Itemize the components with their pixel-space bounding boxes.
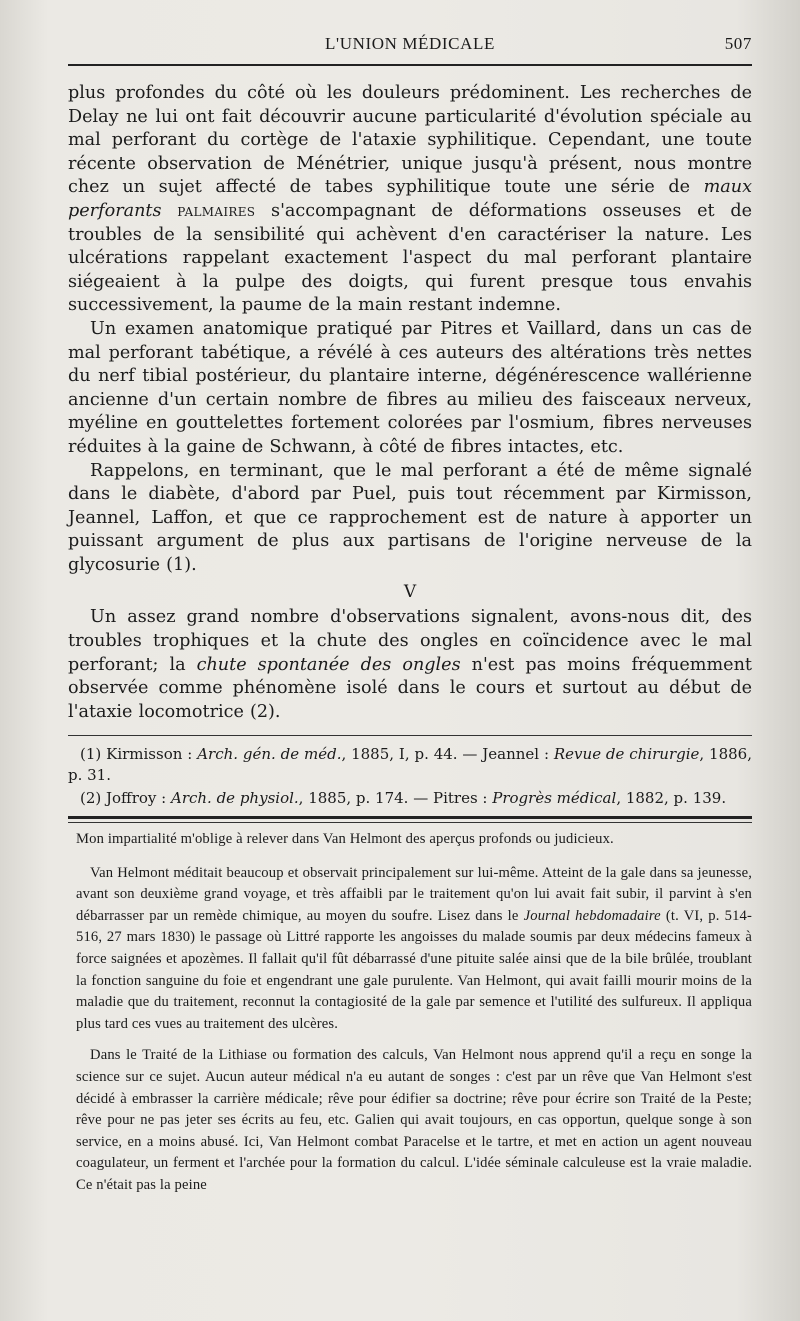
- feuilleton-rule-top: [68, 816, 752, 819]
- footnote-2: (2) Joffroy : Arch. de physiol., 1885, p. 174. — Pitres : Progrès médical, 1882, p. 139.: [80, 789, 727, 807]
- page-number: 507: [724, 34, 752, 53]
- feuilleton-paragraph-1: Mon impartialité m'oblige à relever dans Van Helmont des aperçus profonds ou judicieux.: [76, 831, 614, 847]
- feuilleton-paragraph-3: Dans le Traité de la Lithiase ou formation des calculs, Van Helmont nous apprend qu'il a reçu en songe la science sur ce sujet. Aucun auteur médical n'a eu autant de songes : c'est par un rêve que Van Helmont s'est décidé à embrasser la carrière médicale; rêve pour édifier sa doctrine; rêve pour écrire son Traité de la Peste; rêve pour ne pas jeter ses écrits au feu, etc. Galien qui avait toujours, en cas opportun, quelque songe à son service, en a moins abusé. Ici, Van Helmont combat Paracelse et le tartre, et met en action un agent nouveau coagulateur, un ferment et l'archée pour la formation du calcul. L'idée séminale calculeuse est la vraie maladie. Ce n'était pas la peine: [76, 1047, 752, 1193]
- paragraph-1: plus profondes du côté où les douleurs prédominent. Les recherches de Delay ne lui ont fait découvrir aucune particularité d'évolution spéciale au mal perforant du cortège de l'ataxie syphilitique. Cependant, une toute récente observation de Ménétrier, unique jusqu'à présent, nous montre chez un sujet affecté de tabes syphilitique toute une série de maux perforants palmaires s'accompagnant de déformations osseuses et de troubles de la sensibilité qui achèvent d'en caractériser la nature. Les ulcérations rappelant exactement l'aspect du mal perforant plantaire siégeaient à la pulpe des doigts, qui furent presque tous envahis successivement, la paume de la main restant indemne.: [68, 83, 753, 316]
- header-rule: [68, 64, 752, 66]
- footnote-1: (1) Kirmisson : Arch. gén. de méd., 1885, I, p. 44. — Jeannel : Revue de chirurgie, 1886, p. 31.: [68, 745, 752, 784]
- feuilleton-paragraph-2: Van Helmont méditait beaucoup et observait principalement sur lui-même. Atteint de la gale dans sa jeunesse, avant son deuxième grand voyage, et très affaibli par le traitement qu'on lui avait fait subir, il parvint à s'en débarrasser par un remède chimique, au moyen du soufre. Lisez dans le Journal hebdomadaire (t. VI, p. 514-516, 27 mars 1830) le passage où Littré rapporte les angoisses du malade soumis par deux médecins fameux à force saignées et apozèmes. Il fallait qu'il fût débarrassé d'une pituite salée ainsi que de la bile brûlée, troublant la fonction sanguine du foie et engendrant une gale purulente. Van Helmont, qui avait failli mourir moins de la maladie que du traitement, reconnut la contagiosité de la gale par semence et l'utilité des sulfureux. Il appliqua plus tard ces vues au traitement des ulcères.: [76, 864, 753, 1032]
- paragraph-2: Un examen anatomique pratiqué par Pitres et Vaillard, dans un cas de mal perforant tabétique, a révélé à ces auteurs des altérations très nettes du nerf tibial postérieur, du plantaire interne, dégénérescence wallérienne ancienne d'un certain nombre de fibres au milieu des faisceaux nerveux, myéline en gouttelettes fortement colorées par l'osmium, fibres nerveuses réduites à la gaine de Schwann, à côté de fibres intactes, etc.: [68, 318, 752, 457]
- feuilleton-rule-bottom: [68, 822, 752, 823]
- footnotes: [68, 744, 752, 811]
- main-article: [68, 82, 752, 724]
- running-head: [68, 34, 752, 56]
- section-heading: V: [403, 582, 417, 603]
- feuilleton-section: [76, 829, 752, 1197]
- paragraph-4: Un assez grand nombre d'observations signalent, avons-nous dit, des troubles trophiques et la chute des ongles en coïncidence avec le mal perforant; la chute spontanée des ongles n'est pas moins fréquemment observée comme phénomène isolé dans le cours et surtout au début de l'ataxie locomotrice (2).: [68, 607, 752, 722]
- journal-title: L'UNION MÉDICALE: [325, 34, 495, 53]
- paragraph-3: Rappelons, en terminant, que le mal perforant a été de même signalé dans le diabète, d'abord par Puel, puis tout récemment par Kirmisson, Jeannel, Laffon, et que ce rapprochement est de nature à apporter un puissant argument de plus aux partisans de l'origine nerveuse de la glycosurie (1).: [68, 460, 752, 575]
- footnote-rule: [68, 735, 752, 736]
